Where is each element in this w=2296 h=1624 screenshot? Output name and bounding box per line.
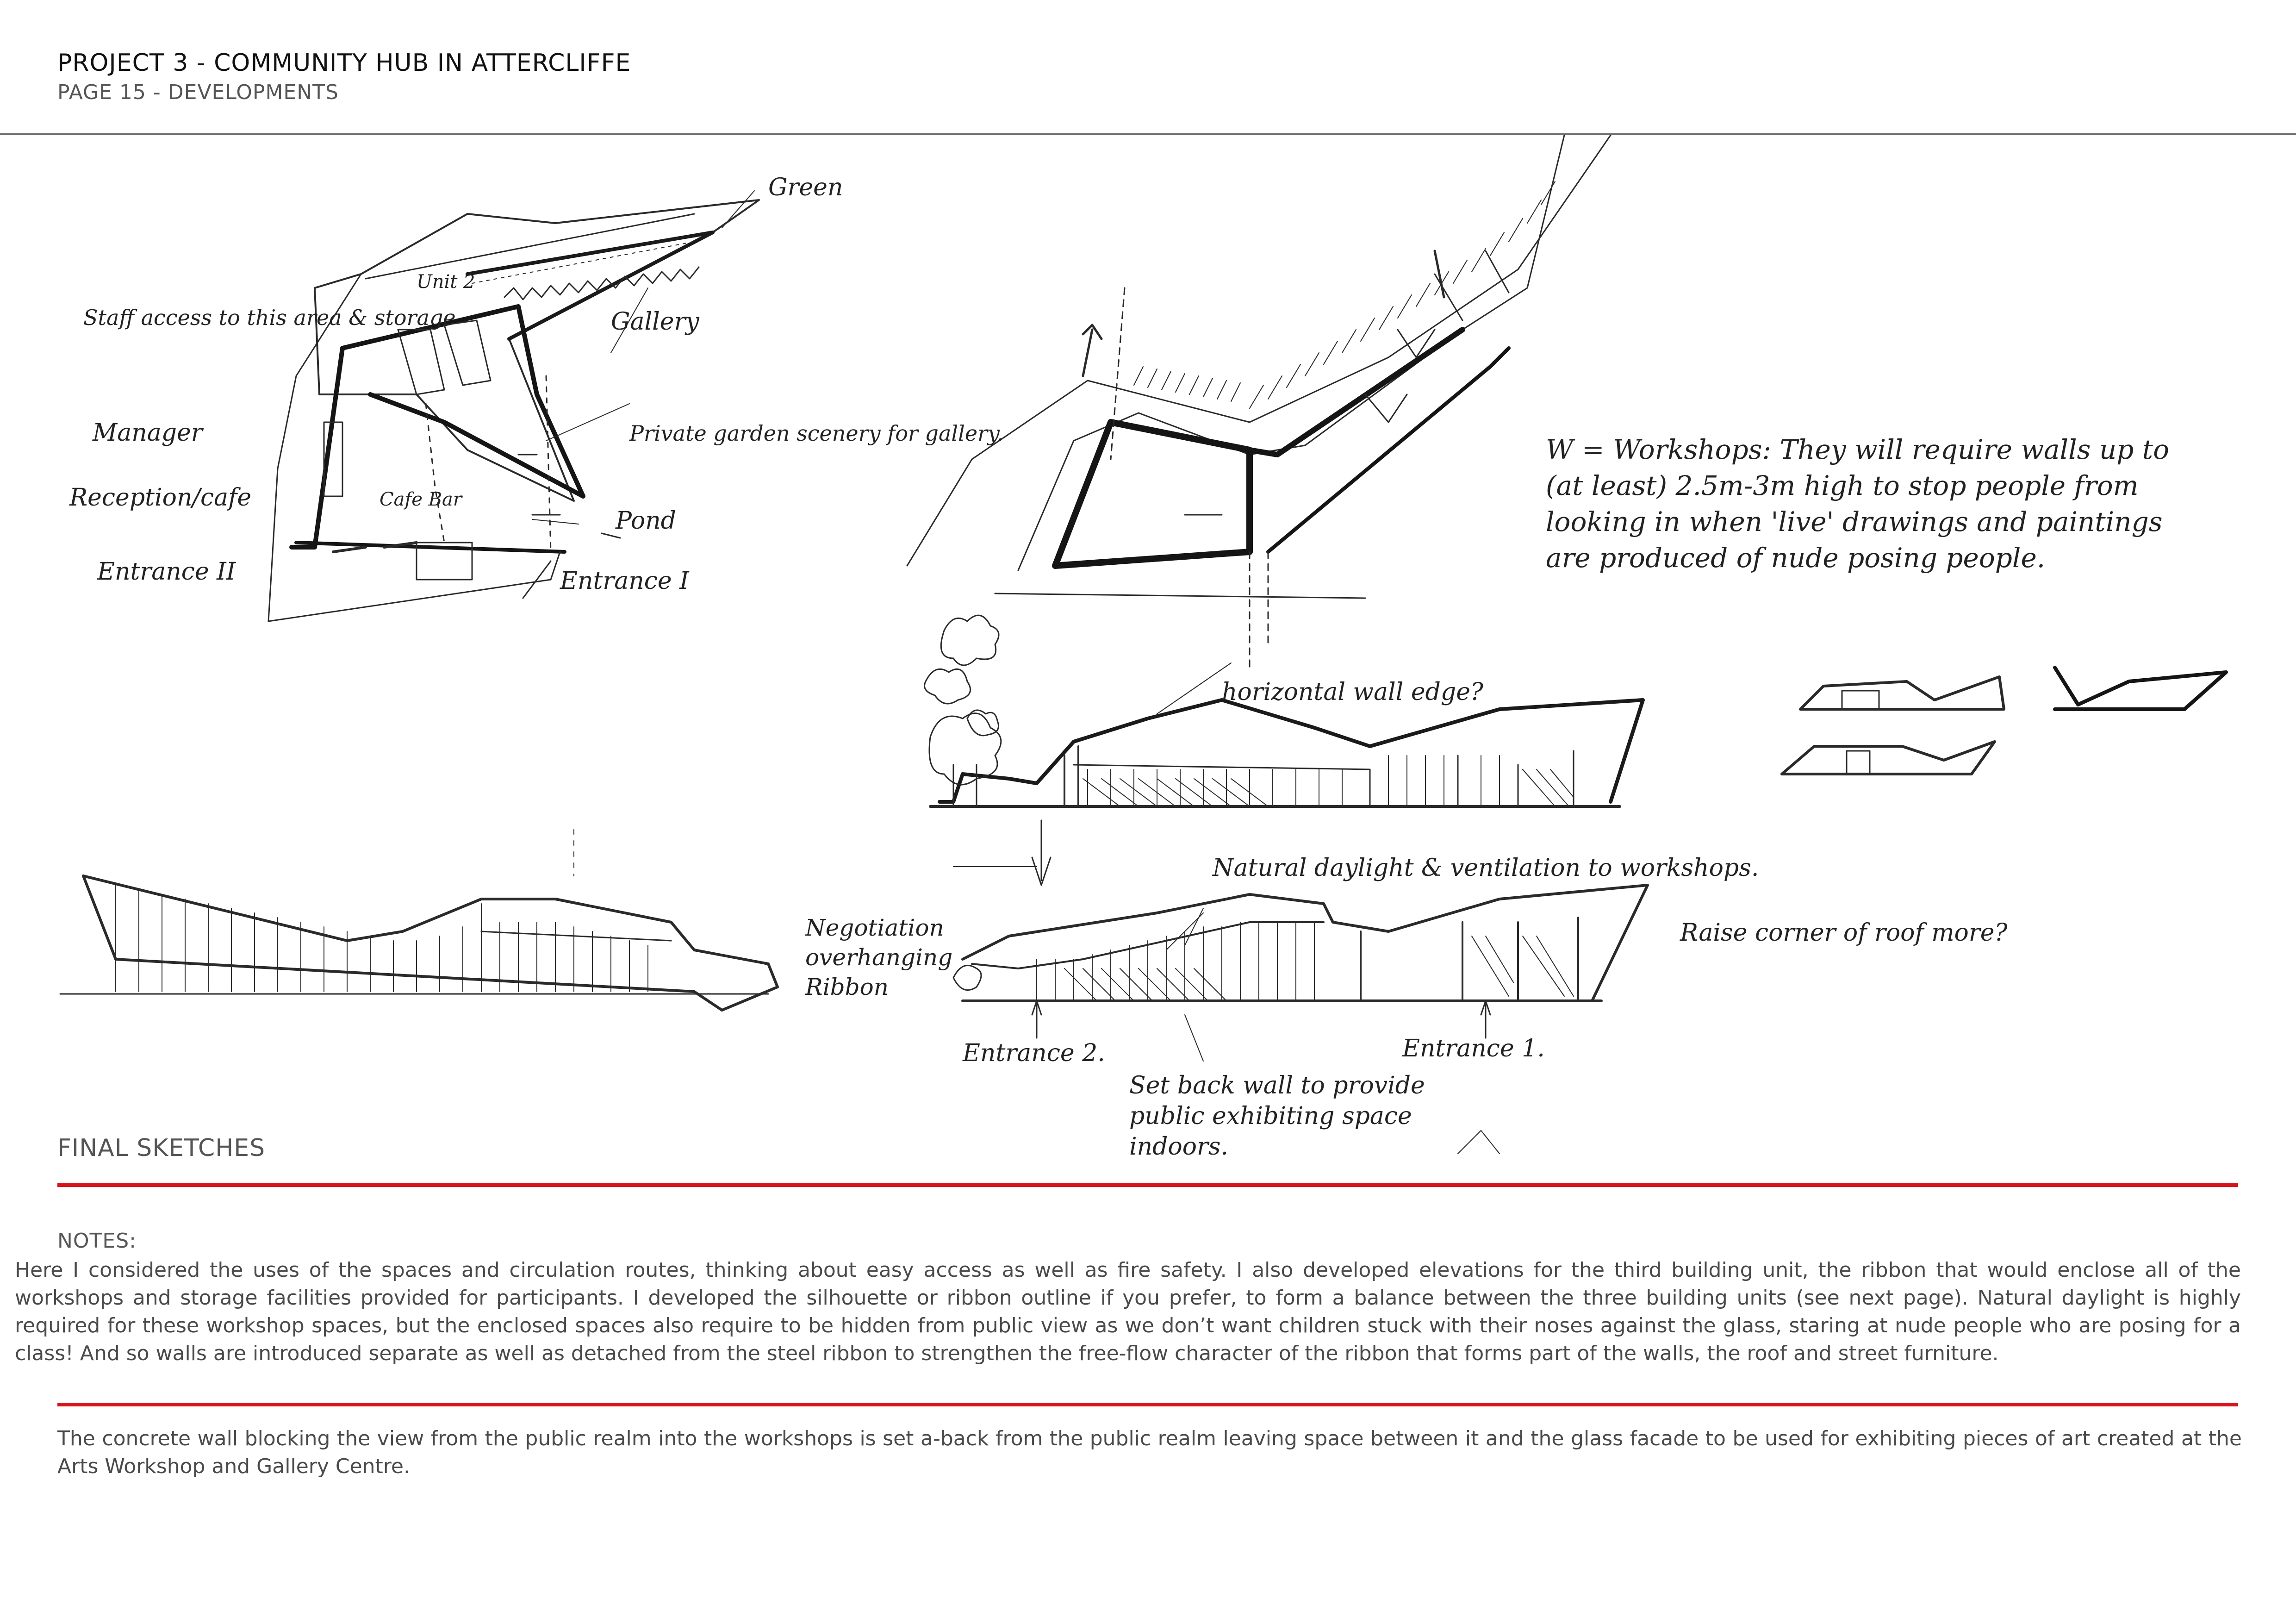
note-green: Green: [768, 174, 843, 201]
note-unit2: Unit 2: [417, 271, 475, 293]
note-manager: Manager: [93, 419, 203, 447]
sketch-area: [0, 135, 2296, 1181]
note-private-garden: Private garden scenery for gallery.: [629, 421, 1004, 446]
note-entrance-1: Entrance 1.: [1402, 1035, 1545, 1062]
note-pond: Pond: [616, 507, 676, 535]
header-divider: [0, 133, 2296, 135]
note-entrance-2: Entrance 2.: [963, 1039, 1105, 1067]
red-divider-bottom: [57, 1403, 2238, 1406]
note-raise-corner: Raise corner of roof more?: [1680, 919, 2008, 947]
notes-paragraph: Here I considered the uses of the spaces and circulation routes, thinking about easy access as well as fire safety. I also developed elevations for the third building unit, the ribbon that would enclose all of the workshops and storage facilities provided for participants. I developed the silhouette or ribbon outline if you prefer, to form a balance between the three building units (see next page). Natural daylight is highly required for these workshop spaces, but the enclosed spaces also require to be hidden from public view as we don’t want children stuck with their noses against the glass, staring at nude people who are posing for a class! And so walls are introduced separate as well as detached from the steel ribbon to strengthen the free-flow character of the ribbon that forms part of the walls, the roof and street furniture.: [15, 1258, 2241, 1365]
note-natural-daylight: Natural daylight & ventilation to workshops.: [1213, 854, 1759, 882]
section-heading: FINAL SKETCHES: [57, 1134, 266, 1162]
left-elevation-sketch: [60, 830, 778, 1010]
note-entrance-i: Entrance I: [560, 567, 689, 595]
silhouette-sketches: [1782, 668, 2226, 774]
note-workshops-frame: [1546, 431, 2212, 654]
note-negotiation-frame: [805, 913, 972, 1024]
note-horizontal-wall: horizontal wall edge?: [1222, 678, 1483, 706]
note-reception: Reception/cafe: [69, 484, 252, 512]
page-subtitle: PAGE 15 - DEVELOPMENTS: [57, 81, 339, 104]
note-entrance-ii: Entrance II: [97, 558, 236, 586]
note-gallery: Gallery: [611, 308, 699, 336]
note-cafe-bar: Cafe Bar: [380, 489, 462, 510]
sketch-canvas: [0, 135, 2296, 1181]
note-workshops: W = Workshops: They will require walls up to (at least) 2.5m-3m high to stop people from looking in when 'live' drawings and paintings are produced of nude posing people.: [1546, 434, 2169, 574]
plan-sketch: [268, 191, 759, 621]
page-title: PROJECT 3 - COMMUNITY HUB IN ATTERCLIFFE: [57, 49, 631, 77]
perspective-sketch: [907, 135, 1611, 736]
note-staff-access: Staff access to this area & storage: [83, 305, 456, 330]
note-set-back-frame: [1129, 1070, 1500, 1181]
notes-heading: NOTES:: [57, 1229, 137, 1253]
red-divider-top: [57, 1183, 2238, 1187]
footer-paragraph: The concrete wall blocking the view from the public realm into the workshops is set a-back from the public realm leaving space between it and the glass facade to be used for exhibiting pieces of art created at the Arts Workshop and Gallery Centre.: [57, 1427, 2242, 1478]
note-set-back-wall: Set back wall to provide public exhibiting space indoors.: [1129, 1072, 1425, 1161]
note-negotiation: Negotiation overhanging Ribbon: [805, 914, 953, 1000]
